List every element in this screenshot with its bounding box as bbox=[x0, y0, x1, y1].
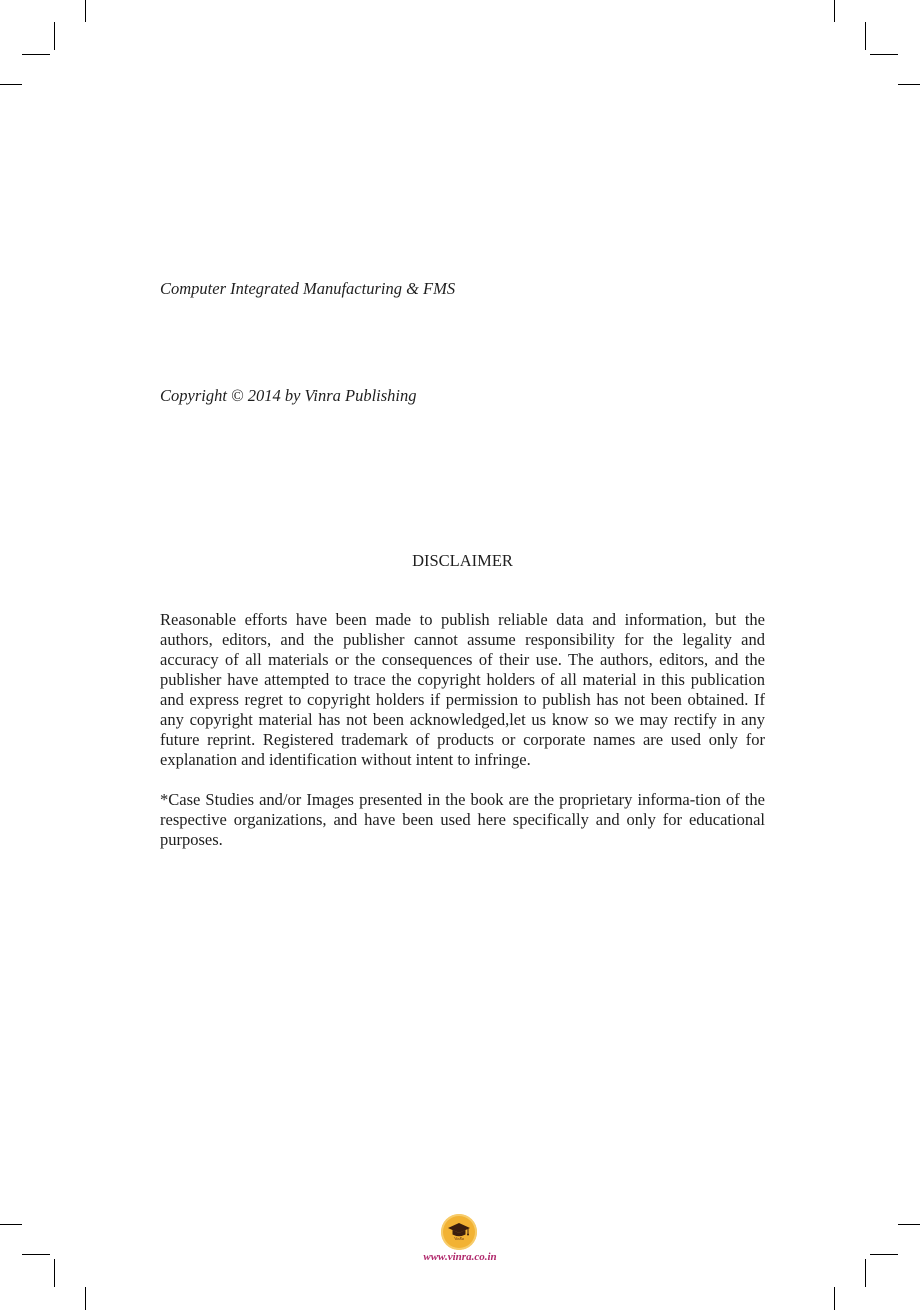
book-title: Computer Integrated Manufacturing & FMS bbox=[160, 279, 456, 298]
copyright-notice: Copyright © 2014 by Vinra Publishing bbox=[160, 386, 417, 405]
crop-mark bbox=[834, 0, 835, 22]
crop-mark bbox=[22, 1254, 50, 1255]
crop-mark bbox=[85, 0, 86, 22]
case-studies-note: *Case Studies and/or Images presented in the book are the proprietary informa-tion of the respective organizations, and have been used here specifically and only for educational purposes. bbox=[160, 790, 765, 849]
crop-mark bbox=[870, 1254, 898, 1255]
website-link[interactable]: www.vinra.co.in bbox=[423, 1251, 497, 1263]
crop-mark bbox=[865, 1259, 866, 1287]
logo-wordmark: VinRa bbox=[454, 1236, 464, 1241]
crop-mark bbox=[870, 54, 898, 55]
crop-mark bbox=[54, 22, 55, 50]
crop-mark bbox=[54, 1259, 55, 1287]
crop-mark bbox=[834, 1287, 835, 1310]
disclaimer-heading: DISCLAIMER bbox=[412, 551, 513, 570]
disclaimer-body bbox=[160, 610, 765, 870]
crop-mark bbox=[0, 1224, 22, 1225]
crop-mark bbox=[0, 84, 22, 85]
disclaimer-paragraph: Reasonable efforts have been made to publish reliable data and information, but the authors, editors, and the publisher cannot assume responsibility for the legality and accuracy of all materials or the consequences of their use. The authors, editors, and the publisher have attempted to trace the copyright holders of all material in this publication and express regret to copyright holders if permission to publish has not been obtained. If any copyright material has not been acknowledged,let us know so we may rectify in any future reprint. Registered trademark of products or corporate names are used only for explanation and identification without intent to infringe. bbox=[160, 610, 765, 769]
crop-mark bbox=[22, 54, 50, 55]
crop-mark bbox=[898, 1224, 920, 1225]
publisher-logo bbox=[441, 1214, 477, 1250]
crop-mark bbox=[85, 1287, 86, 1310]
crop-mark bbox=[865, 22, 866, 50]
crop-mark bbox=[898, 84, 920, 85]
graduation-cap-icon bbox=[441, 1214, 477, 1250]
